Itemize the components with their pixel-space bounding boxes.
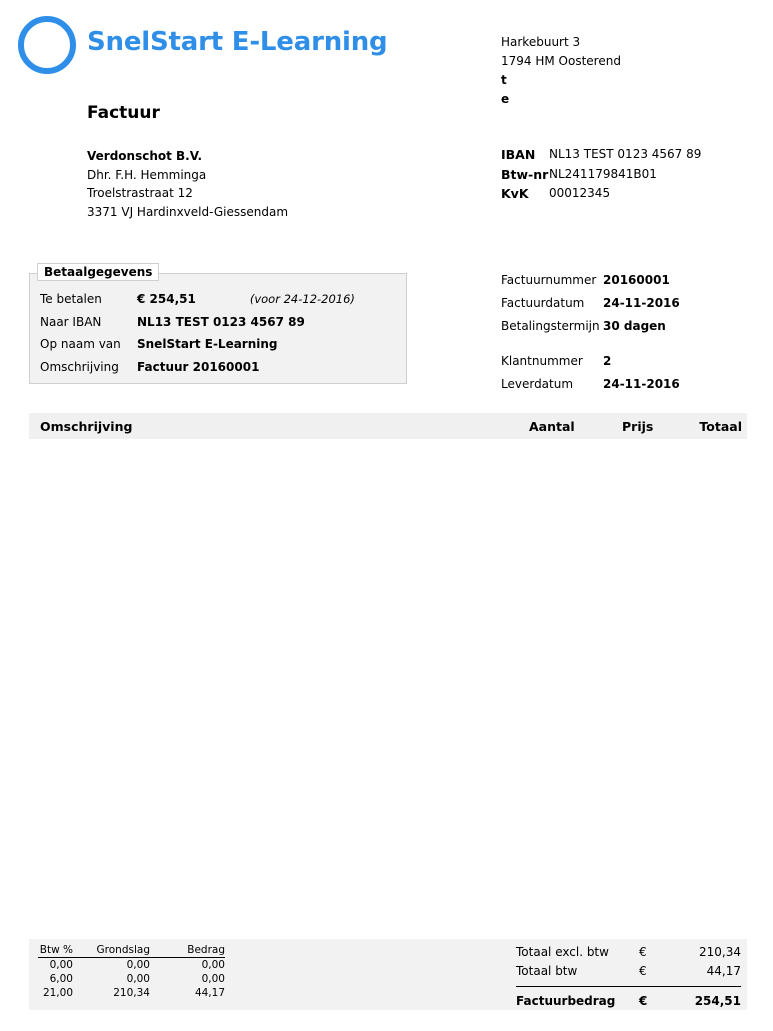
vat-table xyxy=(38,943,225,1000)
invoice-number-row xyxy=(501,268,680,291)
vat-rate: 0,00 xyxy=(49,959,73,971)
total-excl-currency: € xyxy=(639,944,647,959)
vat-rate: 21,00 xyxy=(42,987,73,999)
bank-vat-value: NL241179841B01 xyxy=(549,166,657,181)
total-excl-row xyxy=(516,942,741,961)
header-description: Omschrijving xyxy=(40,419,133,434)
payment-iban-label: Naar IBAN xyxy=(40,314,102,329)
payment-name-label: Op naam van xyxy=(40,337,121,351)
table-row xyxy=(38,986,225,1000)
vat-amount: 0,00 xyxy=(201,959,225,971)
invoice-customer-row xyxy=(501,349,680,372)
payment-amount-label: Te betalen xyxy=(40,292,102,306)
grand-total-label: Factuurbedrag xyxy=(516,993,616,1008)
invoice-term-label: Betalingstermijn xyxy=(501,318,600,333)
invoice-date-row xyxy=(501,291,680,314)
grand-total-row xyxy=(516,986,741,1010)
vat-amount: 0,00 xyxy=(201,973,225,985)
total-vat-value: 44,17 xyxy=(706,963,741,978)
payment-amount-row xyxy=(40,288,355,311)
vat-rate: 6,00 xyxy=(49,973,73,985)
invoice-delivery-row xyxy=(501,372,680,395)
vat-base: 0,00 xyxy=(126,973,150,985)
invoice-term-value: 30 dagen xyxy=(603,318,666,333)
sender-street: Harkebuurt 3 xyxy=(501,35,581,49)
payment-iban-value: NL13 TEST 0123 4567 89 xyxy=(137,314,305,329)
invoice-delivery-value: 24-11-2016 xyxy=(603,376,680,391)
bank-iban-row xyxy=(501,145,701,165)
header-total: Totaal xyxy=(699,419,742,434)
invoice-term-row xyxy=(501,314,680,337)
payment-due-date: (voor 24-12-2016) xyxy=(249,292,355,306)
brand-name: SnelStart E-Learning xyxy=(87,27,388,57)
invoice-meta xyxy=(501,268,680,395)
header-quantity: Aantal xyxy=(529,419,575,434)
recipient-address xyxy=(87,147,288,221)
payment-desc-value: Factuur 20160001 xyxy=(137,359,260,374)
vat-base: 210,34 xyxy=(113,987,150,999)
invoice-delivery-label: Leverdatum xyxy=(501,376,574,391)
vat-amount-header: Bedrag xyxy=(150,943,225,958)
bank-kvk-value: 00012345 xyxy=(549,186,611,200)
bank-vat-label: Btw-nr xyxy=(501,166,549,182)
payment-amount-value: € 254,51 xyxy=(137,292,196,306)
bank-vat-row xyxy=(501,165,701,185)
total-excl-label: Totaal excl. btw xyxy=(516,944,609,959)
sender-email-label: e xyxy=(501,92,510,106)
payment-desc-label: Omschrijving xyxy=(40,359,119,374)
bank-kvk-row xyxy=(501,184,701,204)
total-vat-label: Totaal btw xyxy=(516,963,578,978)
bank-kvk-label: KvK xyxy=(501,186,529,201)
vat-rate-header: Btw % xyxy=(39,944,73,956)
header-price: Prijs xyxy=(622,419,654,434)
invoice-customer-label: Klantnummer xyxy=(501,353,583,368)
table-row xyxy=(38,958,225,973)
table-row xyxy=(38,972,225,986)
invoice-number-label: Factuurnummer xyxy=(501,272,597,287)
invoice-customer-value: 2 xyxy=(603,353,612,368)
invoice-number-value: 20160001 xyxy=(603,272,670,287)
total-vat-row xyxy=(516,961,741,980)
recipient-contact: Dhr. F.H. Hemminga xyxy=(87,167,207,182)
logo-ring-icon xyxy=(18,16,76,74)
grand-total-value: 254,51 xyxy=(694,993,741,1008)
document-title: Factuur xyxy=(87,103,160,123)
bank-iban-value: NL13 TEST 0123 4567 89 xyxy=(549,147,702,161)
vat-base-header: Grondslag xyxy=(73,943,150,958)
sender-phone-label: t xyxy=(501,73,507,87)
bank-iban-label: IBAN xyxy=(501,147,536,162)
sender-address xyxy=(501,33,621,109)
payment-name-value: SnelStart E-Learning xyxy=(137,337,278,351)
payment-iban-row xyxy=(40,311,355,334)
vat-table-header xyxy=(38,943,225,958)
invoice-date-label: Factuurdatum xyxy=(501,295,585,310)
bank-details xyxy=(501,145,701,204)
payment-legend: Betaalgegevens xyxy=(37,263,159,281)
total-excl-value: 210,34 xyxy=(699,944,741,959)
payment-name-row xyxy=(40,333,355,356)
invoice-lines-header xyxy=(29,413,747,439)
totals xyxy=(516,942,741,1010)
recipient-city: 3371 VJ Hardinxveld-Giessendam xyxy=(87,204,289,219)
vat-base: 0,00 xyxy=(126,959,150,971)
recipient-company: Verdonschot B.V. xyxy=(87,149,203,163)
payment-details xyxy=(40,288,355,378)
recipient-street: Troelstrastraat 12 xyxy=(87,186,193,200)
vat-amount: 44,17 xyxy=(194,987,225,999)
invoice-date-value: 24-11-2016 xyxy=(603,295,680,310)
total-vat-currency: € xyxy=(639,963,647,978)
sender-city: 1794 HM Oosterend xyxy=(501,54,621,68)
grand-total-currency: € xyxy=(639,993,648,1008)
payment-desc-row xyxy=(40,356,355,379)
